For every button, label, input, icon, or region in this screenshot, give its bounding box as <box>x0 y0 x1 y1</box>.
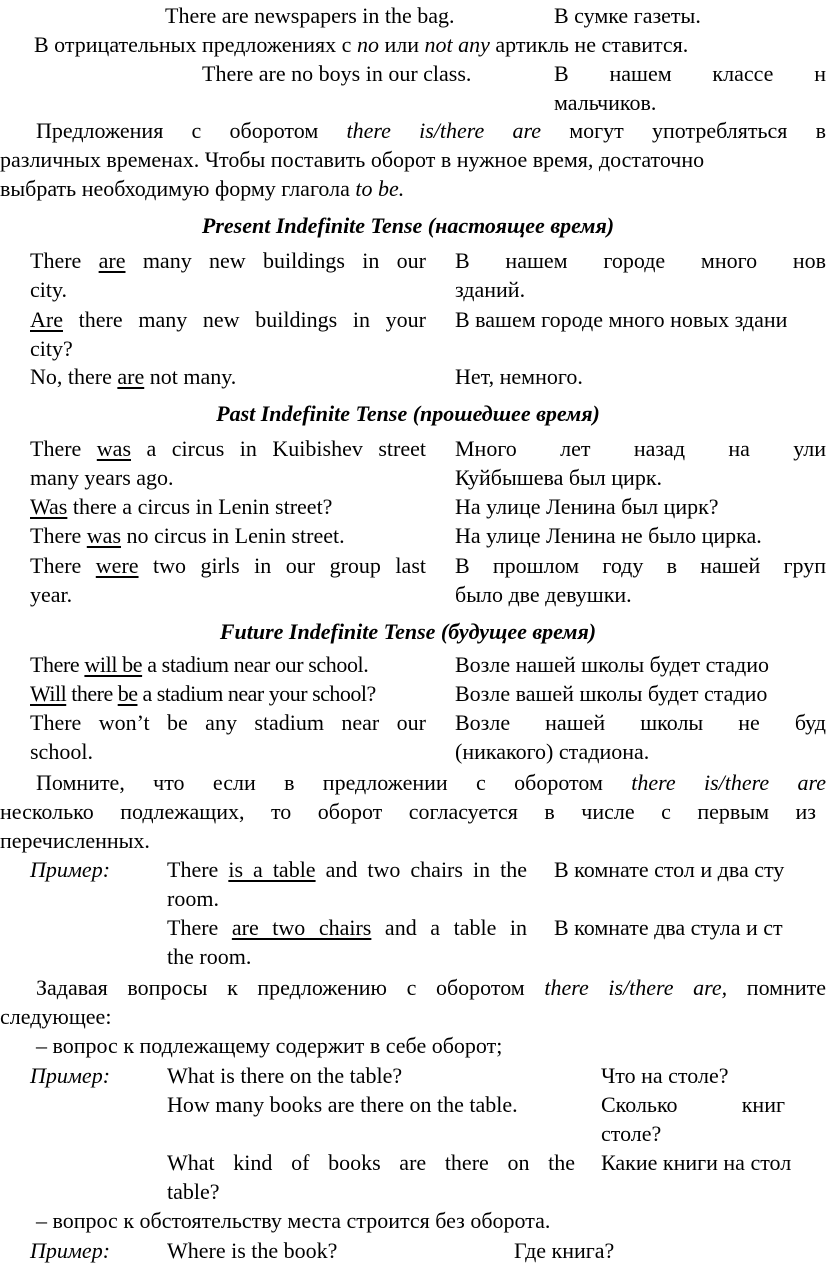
present-example-en: No, there are not many. <box>30 364 237 389</box>
agreement-example-en: There are two chairs and a table in <box>167 915 528 940</box>
paragraph-tenses-line: выбрать необходимую форму глагола to be. <box>0 176 405 201</box>
example-sentence-en: There are newspapers in the bag. <box>165 3 455 28</box>
past-example-en: There were two girls in our group last <box>30 553 426 578</box>
agreement-rule-line: перечисленных. <box>0 828 150 853</box>
past-example-ru: Куйбышева был цирк. <box>455 465 663 490</box>
future-example-ru: Возле нашей школы будет стадио <box>455 652 770 677</box>
past-example-ru: На улице Ленина не было цирка. <box>455 523 762 548</box>
agreement-example-ru: В комнате стол и два сту <box>554 857 785 882</box>
present-example-ru: В нашем городе много нов <box>455 248 826 273</box>
past-example-en: many years ago. <box>30 465 174 490</box>
present-example-ru: зданий. <box>455 277 526 302</box>
question-example-en: table? <box>167 1179 220 1204</box>
agreement-example-en: the room. <box>167 944 252 969</box>
past-example-ru: В прошлом году в нашей груп <box>455 553 826 578</box>
example-sentence-ru: В сумке газеты. <box>554 3 701 28</box>
past-example-en: There was no circus in Lenin street. <box>30 523 345 548</box>
agreement-rule-line: несколько подлежащих, то оборот согласуется в числе с первым из <box>0 799 816 824</box>
present-example-ru: Нет, немного. <box>455 364 583 389</box>
example-sentence-ru: мальчиков. <box>554 90 657 115</box>
question-example-ru: Где книга? <box>514 1238 615 1263</box>
past-example-ru: было две девушки. <box>455 582 632 607</box>
question-example-ru: Какие книги на стол <box>601 1150 792 1175</box>
future-example-en: There will be a stadium near our school. <box>30 652 369 677</box>
example-label: Пример: <box>30 1238 111 1263</box>
questions-rule-line: следующее: <box>0 1004 112 1029</box>
future-example-ru: Возле нашей школы не буд <box>455 710 826 735</box>
agreement-example-ru: В комнате два стула и ст <box>554 915 783 940</box>
past-example-en: There was a circus in Kuibishev street <box>30 436 426 461</box>
future-example-ru: (никакого) стадиона. <box>455 739 650 764</box>
past-example-en: Was there a circus in Lenin street? <box>30 494 333 519</box>
question-example-ru: столе? <box>601 1121 662 1146</box>
present-example-en: city? <box>30 336 73 361</box>
example-sentence-en: There are no boys in our class. <box>202 61 472 86</box>
past-example-en: year. <box>30 582 73 607</box>
past-example-ru: Много лет назад на ули <box>455 436 826 461</box>
agreement-example-en: There is a table and two chairs in the <box>167 857 527 882</box>
past-example-ru: На улице Ленина был цирк? <box>455 494 719 519</box>
future-example-en: Will there be a stadium near your school? <box>30 681 376 706</box>
question-example-ru: Что на столе? <box>601 1063 729 1088</box>
question-example-ru: Сколько книг <box>601 1092 785 1117</box>
questions-rule: Задавая вопросы к предложению с оборотом there is/there are, помните <box>36 975 826 1000</box>
adverbial-question-rule: – вопрос к обстоятельству места строится без оборота. <box>36 1208 551 1233</box>
future-example-en: There won’t be any stadium near our <box>30 710 426 735</box>
present-example-ru: В вашем городе много новых здани <box>455 307 788 332</box>
present-example-en: There are many new buildings in our <box>30 248 426 273</box>
agreement-example-en: room. <box>167 886 219 911</box>
question-example-en: How many books are there on the table. <box>167 1092 518 1117</box>
agreement-rule: Помните, что если в предложении с оборотом there is/there are <box>36 770 826 795</box>
subject-question-rule: – вопрос к подлежащему содержит в себе оборот; <box>36 1033 503 1058</box>
question-example-en: Where is the book? <box>167 1238 338 1263</box>
future-example-en: school. <box>30 739 93 764</box>
section-heading-present: Present Indefinite Tense (настоящее время) <box>201 213 615 238</box>
example-sentence-ru: В нашем классе н <box>554 61 826 86</box>
paragraph-tenses-line: различных временах. Чтобы поставить оборот в нужное время, достаточно <box>0 147 705 172</box>
question-example-en: What is there on the table? <box>167 1063 403 1088</box>
present-example-en: city. <box>30 277 68 302</box>
example-label: Пример: <box>30 1063 111 1088</box>
section-heading-past: Past Indefinite Tense (прошедшее время) <box>216 401 600 426</box>
paragraph-tenses: Предложения с оборотом there is/there are могут употребляться в <box>36 118 826 143</box>
section-heading-future: Future Indefinite Tense (будущее время) <box>219 619 597 644</box>
rule-article: В отрицательных предложениях с no или not any артикль не ставится. <box>34 32 689 57</box>
present-example-en: Are there many new buildings in your <box>30 307 426 332</box>
example-label: Пример: <box>30 857 111 882</box>
question-example-en: What kind of books are there on the <box>167 1150 575 1175</box>
future-example-ru: Возле вашей школы будет стадио <box>455 681 768 706</box>
